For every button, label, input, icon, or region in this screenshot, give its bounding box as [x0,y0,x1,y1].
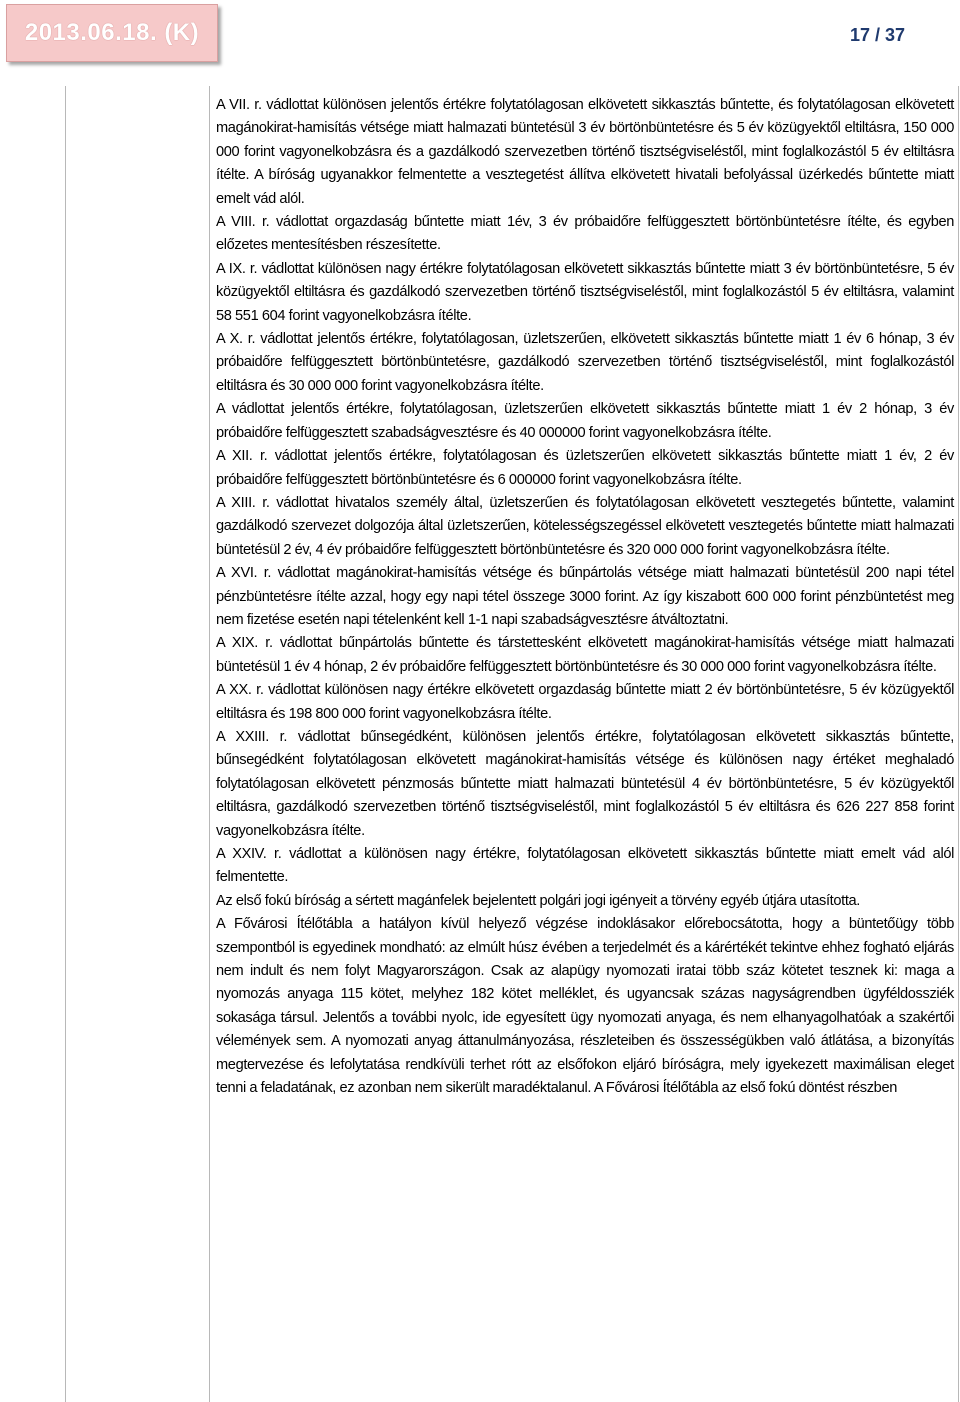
paragraph: A Fővárosi Ítélőtábla a hatályon kívül helyező végzése indoklásakor előrebocsátotta, hogy a büntetőügy több szempontból is egyedinek mondható: az elmúlt húsz évében a terjedelmét és a kárértékét tekintve ehhez fogható eljárás nem indult és nem folyt Magyarországon. Csak az alapügy nyomozati iratai több száz kötetet tesznek ki: maga a nyomozás anyaga 115 kötet, melyhez 182 kötet melléklet, és ugyancsak százas nagyságrendben ügyféldossziék sokasága társul. Jelentős a további nyolc, ide egyesített ügy nyomozati anyaga, és nem elhanyagolhatóak a szakértői vélemények sem. A nyomozati anyag áttanulmányozása, részleteiben és összességükben való átlátása, a bizonyítás megtervezése és lefolytatása rendkívüli terhet rótt az elsőfokon eljáró bíróságra, mely igyekezett maximálisan eleget tenni a feladatának, ez azonban nem sikerült maradéktalanul. A Fővárosi Ítélőtábla az első fokú döntést részben [216,916,954,1097]
paragraph: A XX. r. vádlottat különösen nagy értékre elkövetett orgazdaság bűntette miatt 2 év börtönbüntetésre, 5 év közügyektől eltiltásra és 198 800 000 forint vagyonelkobzásra ítélte. [216,682,954,722]
paragraph: A VIII. r. vádlottat orgazdaság bűntette miatt 1év, 3 év próbaidőre felfüggesztett börtönbüntetésre ítélte, és egyben előzetes mentesítésben részesítette. [216,214,954,254]
paragraph: A XIII. r. vádlottat hivatalos személy által, üzletszerűen és folytatólagosan elkövetett vesztegetés bűntette, valamint gazdálkodó szervezet dolgozója által üzletszerűen, kötelességszegéssel elkövetett vesztegetés bűntette miatt halmazati büntetésül 2 év, 4 év próbaidőre felfüggesztett börtönbüntetésre és 320 000 000 forint vagyonelkobzásra ítélte. [216,494,954,558]
document-body [216,94,954,1100]
paragraph: A XIX. r. vádlottat bűnpártolás bűntette és társtettesként elkövetett magánokirat-hamisítás vétsége miatt halmazati büntetésül 1 év 4 hónap, 2 év próbaidőre felfüggesztett börtönbüntetésre és 30 000 000 forint vagyonelkobzásra ítélte. [216,635,954,675]
paragraph: A XVI. r. vádlottat magánokirat-hamisítás vétsége és bűnpártolás vétsége miatt halmazati büntetésül 200 napi tétel pénzbüntetésre ítélte azzal, hogy egy napi tétel összege 3000 forint. Az így kiszabott 600 000 forint pénzbüntetést meg nem fizetése esetén napi tételenként kell 1-1 napi szabadságvesztésre átváltoztatni. [216,565,954,628]
paragraph: A VII. r. vádlottat különösen jelentős értékre folytatólagosan elkövetett sikkasztás bűntette, és folytatólagosan elkövetett magánokirat-hamisítás vétsége miatt halmazati büntetésül 3 év börtönbüntetésre és 5 év közügyektől eltiltásra, 150 000 000 forint vagyonelkobzásra és a gazdálkodó szervezetben történő tisztségviseléstől, mint foglalkozástól 5 év eltiltásra ítélte. A bíróság ugyanakkor felmentette a vesztegetést állítva elkövetett hivatali befolyással üzérkedés bűntette miatt emelt vád alól. [216,97,954,207]
paragraph: A X. r. vádlottat jelentős értékre, folytatólagosan, üzletszerűen, elkövetett sikkasztás bűntette miatt 1 év 6 hónap, 3 év próbaidőre felfüggesztett börtönbüntetésre, gazdálkodó szervezetben történő tisztségviseléstől, mint foglalkozástól eltiltásra és 30 000 000 forint vagyonelkobzásra ítélte. [216,331,954,394]
paragraph: A XXIII. r. vádlottat bűnsegédként, különösen jelentős értékre, folytatólagosan elkövetett sikkasztás bűntette, bűnsegédként folytatólagosan elkövetett magánokirat-hamisítás vétsége és különösen nagy értéket meghaladó folytatólagosan elkövetett pénzmosás bűntette miatt halmazati büntetésül 4 év börtönbüntetésre, 5 év közügyektől eltiltásra, gazdálkodó szervezetben történő tisztségviseléstől, mint foglalkozástól 5 év eltiltásra és 626 227 858 forint vagyonelkobzásra ítélte. [216,728,954,839]
paragraph: A XII. r. vádlottat jelentős értékre, folytatólagosan és üzletszerűen elkövetett sikkasztás bűntette miatt 1 év, 2 év próbaidőre felfüggesztett börtönbüntetésre és 6 000000 forint vagyonelkobzásra ítélte. [216,448,954,488]
paragraph: Az első fokú bíróság a sértett magánfelek bejelentett polgári jogi igényeit a törvény egyéb útjára utasította. [216,892,861,909]
date-badge [6,4,218,62]
page-number: 17 / 37 [850,25,906,45]
left-margin-rule [65,86,66,1402]
paragraph: A IX. r. vádlottat különösen nagy értékre folytatólagosan elkövetett sikkasztás bűntette miatt 3 év börtönbüntetésre, 5 év közügyektől eltiltásra és gazdálkodó szervezetben történő tisztségviseléstől, mint foglalkozástól 5 év eltiltásra, valamint 58 551 604 forint vagyonelkobzásra ítélte. [216,260,954,324]
paragraph: A XXIV. r. vádlottat a különösen nagy értékre, folytatólagosan elkövetett sikkasztás bűntette miatt emelt vád alól felmentette. [216,846,954,886]
paragraph: A vádlottat jelentős értékre, folytatólagosan, üzletszerűen elkövetett sikkasztás bűntette miatt 1 év 2 hónap, 3 év próbaidőre felfüggesztett szabadságvesztésre és 40 000000 forint vagyonelkobzásra ítélte. [216,401,954,441]
date-label: 2013.06.18. (K) [24,19,200,46]
